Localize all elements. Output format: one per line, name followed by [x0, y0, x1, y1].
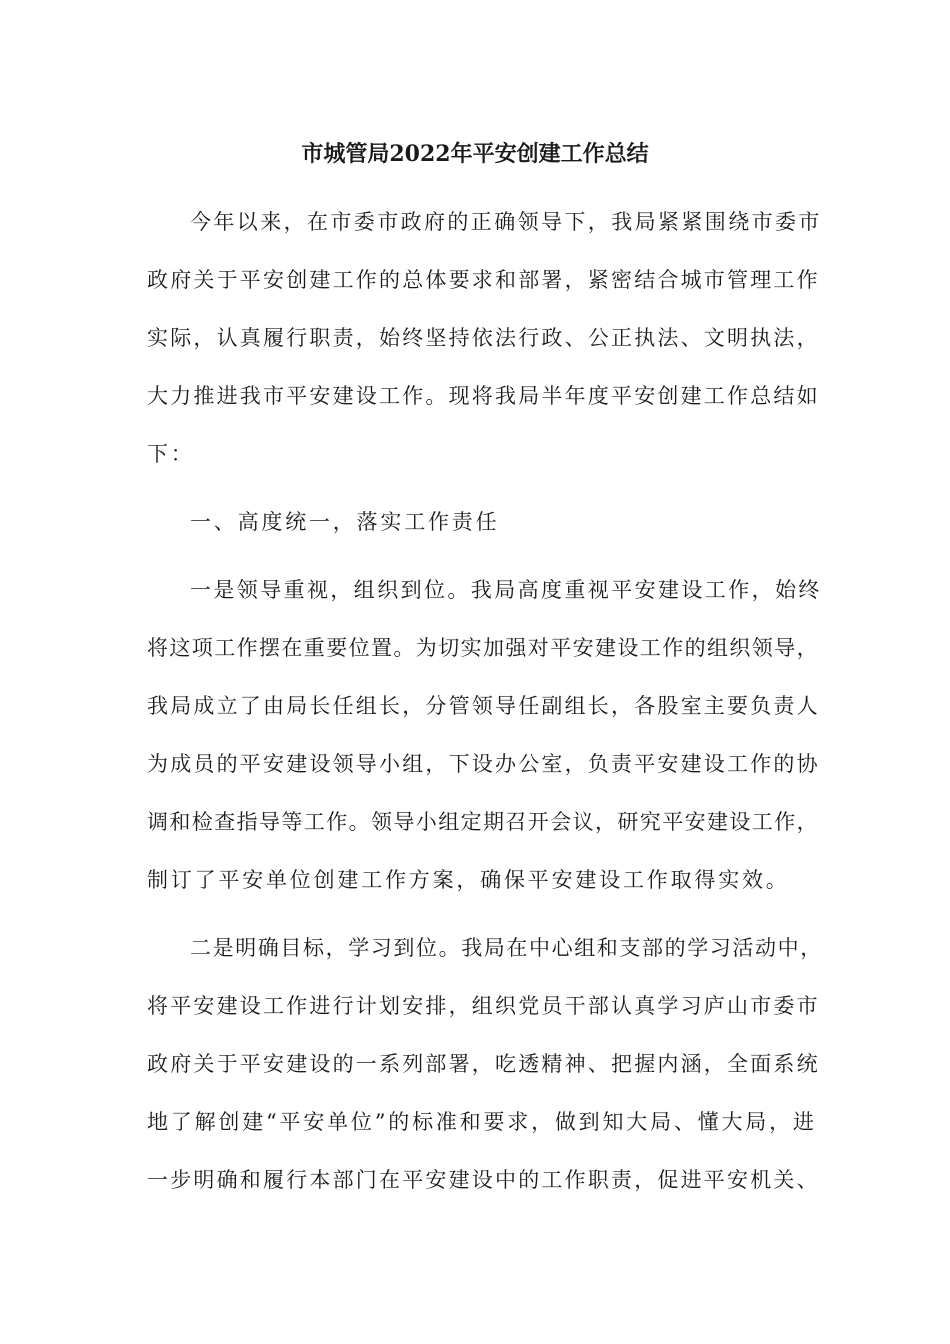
- paragraph-line: 政府关于平安创建工作的总体要求和部署，紧密结合城市管理工作: [147, 268, 820, 292]
- paragraph-line: 将平安建设工作进行计划安排，组织党员干部认真学习庐山市委市: [147, 994, 820, 1018]
- paragraph-line: 下：: [147, 442, 195, 466]
- paragraph-line: 地了解创建“平安单位”的标准和要求，做到知大局、懂大局，进: [147, 1110, 817, 1134]
- paragraph-line: 二是明确目标，学习到位。我局在中心组和支部的学习活动中，: [190, 936, 823, 960]
- paragraph-line: 一步明确和履行本部门在平安建设中的工作职责，促进平安机关、: [147, 1168, 820, 1192]
- document-title: 市城管局2022年平安创建工作总结: [301, 141, 649, 167]
- paragraph-line: 一是领导重视，组织到位。我局高度重视平安建设工作，始终: [190, 578, 822, 602]
- paragraph-line: 实际，认真履行职责，始终坚持依法行政、公正执法、文明执法，: [147, 326, 820, 350]
- paragraph-line: 将这项工作摆在重要位置。为切实加强对平安建设工作的组织领导，: [147, 636, 819, 660]
- paragraph-line: 制订了平安单位创建工作方案，确保平安建设工作取得实效。: [147, 868, 790, 892]
- paragraph-line: 我局成立了由局长任组长，分管领导任副组长，各股室主要负责人: [147, 694, 820, 718]
- paragraph-line: 政府关于平安建设的一系列部署，吃透精神、把握内涵，全面系统: [147, 1052, 820, 1076]
- section-heading: 一、高度统一，落实工作责任: [190, 510, 500, 534]
- paragraph-line: 调和检查指导等工作。领导小组定期召开会议，研究平安建设工作，: [147, 810, 819, 834]
- paragraph-line: 大力推进我市平安建设工作。现将我局半年度平安创建工作总结如: [147, 384, 820, 408]
- paragraph-line: 今年以来，在市委市政府的正确领导下，我局紧紧围绕市委市: [190, 210, 822, 234]
- paragraph-line: 为成员的平安建设领导小组，下设办公室，负责平安建设工作的协: [147, 752, 820, 776]
